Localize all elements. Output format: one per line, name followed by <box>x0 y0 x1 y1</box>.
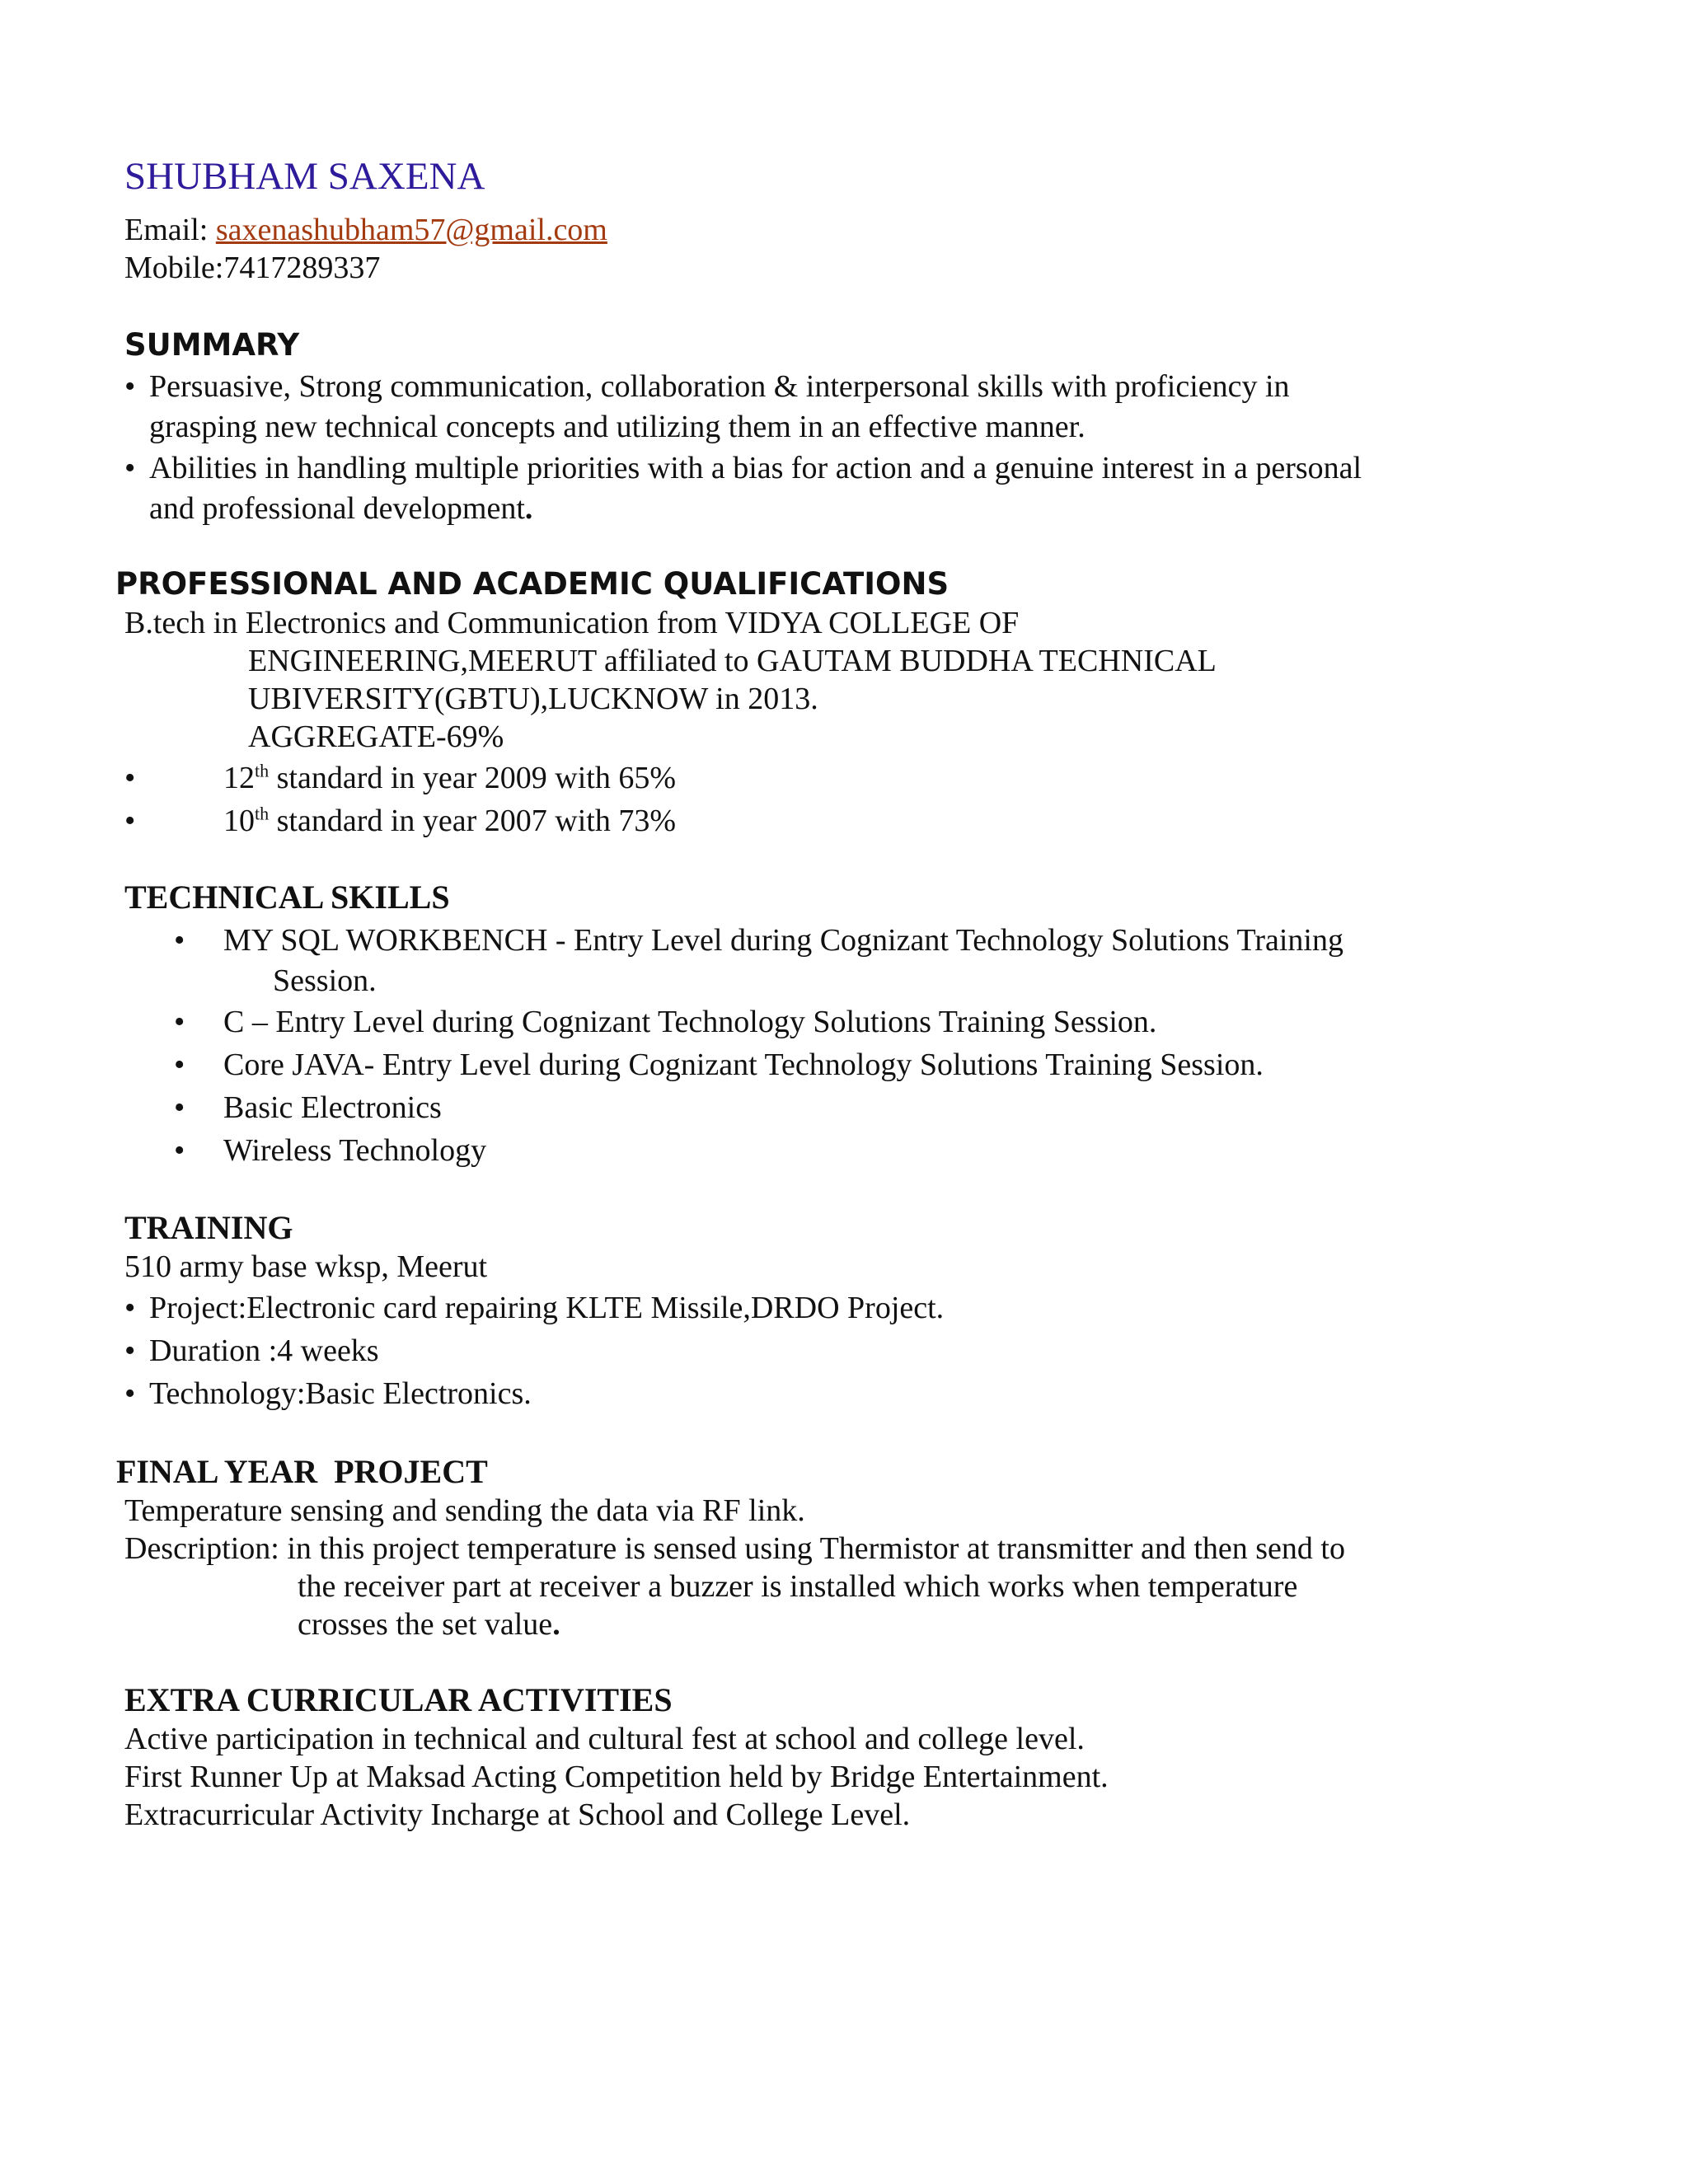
summary-item-1-line-1: Persuasive, Strong communication, collaboration & interpersonal skills with proficiency in <box>149 369 1290 404</box>
bullet-icon: • <box>174 1047 185 1082</box>
qualification-num: 12 <box>223 761 255 795</box>
bullet-icon: • <box>124 1291 136 1325</box>
section-title-training: TRAINING <box>124 1209 293 1246</box>
extra-item-3: Extracurricular Activity Incharge at School and College Level. <box>124 1797 911 1832</box>
degree-line-4: AGGREGATE-69% <box>248 719 504 754</box>
training-item-2: Duration :4 weeks <box>149 1333 379 1368</box>
mobile-line: Mobile:7417289337 <box>124 251 381 285</box>
qualification-text: standard in year 2007 with 73% <box>269 804 677 838</box>
training-place: 510 army base wksp, Meerut <box>124 1249 488 1284</box>
project-name: Temperature sensing and sending the data via RF link. <box>124 1493 805 1528</box>
email-link[interactable]: saxenashubham57@gmail.com <box>215 213 607 247</box>
skill-item-5: Wireless Technology <box>223 1133 487 1168</box>
training-item-1: Project:Electronic card repairing KLTE Missile,DRDO Project. <box>149 1291 945 1325</box>
skill-item-3: Core JAVA- Entry Level during Cognizant Technology Solutions Training Session. <box>223 1047 1264 1082</box>
bullet-icon: • <box>174 1005 185 1039</box>
qualification-sup: th <box>255 803 270 824</box>
summary-item-2-line-2 <box>149 490 532 527</box>
project-title-text: FINAL YEAR PROJECT <box>116 1453 488 1490</box>
qualification-num: 10 <box>223 804 255 838</box>
summary-item-2-line-1: Abilities in handling multiple priorities with a bias for action and a genuine interest in a personal <box>149 451 1362 485</box>
section-title-qualifications: PROFESSIONAL AND ACADEMIC QUALIFICATIONS <box>115 566 950 602</box>
qualification-sup: th <box>255 760 270 781</box>
project-desc-text: crosses the set value <box>298 1607 553 1642</box>
bullet-icon: • <box>174 1133 185 1168</box>
email-line <box>124 211 607 249</box>
section-title-project <box>116 1453 488 1491</box>
project-desc-line-3 <box>298 1605 560 1643</box>
qualification-item-12th <box>223 759 676 797</box>
bullet-icon: • <box>124 1333 136 1368</box>
bullet-icon: • <box>124 369 136 404</box>
extra-item-2: First Runner Up at Maksad Acting Competition held by Bridge Entertainment. <box>124 1760 1109 1794</box>
project-desc-line-2: the receiver part at receiver a buzzer is installed which works when temperature <box>298 1569 1298 1604</box>
section-title-summary: SUMMARY <box>124 327 300 363</box>
skill-item-1-line-1: MY SQL WORKBENCH - Entry Level during Cognizant Technology Solutions Training <box>223 923 1343 958</box>
summary-item-2-period: . <box>524 491 533 526</box>
extra-item-1: Active participation in technical and cultural fest at school and college level. <box>124 1722 1085 1756</box>
skill-item-2: C – Entry Level during Cognizant Technology Solutions Training Session. <box>223 1005 1157 1039</box>
email-label: Email: <box>124 213 216 247</box>
project-desc-line-1: Description: in this project temperature is sensed using Thermistor at transmitter and then send to <box>124 1531 1345 1566</box>
bullet-icon: • <box>124 804 136 838</box>
summary-item-1-line-2: grasping new technical concepts and utilizing them in an effective manner. <box>149 410 1085 444</box>
section-title-technical-skills: TECHNICAL SKILLS <box>124 879 450 916</box>
project-desc-period: . <box>552 1607 560 1642</box>
degree-line-1: B.tech in Electronics and Communication from VIDYA COLLEGE OF <box>124 606 1020 640</box>
skill-item-4: Basic Electronics <box>223 1090 442 1125</box>
degree-line-2: ENGINEERING,MEERUT affiliated to GAUTAM BUDDHA TECHNICAL <box>248 644 1217 678</box>
degree-line-3: UBIVERSITY(GBTU),LUCKNOW in 2013. <box>248 682 818 716</box>
bullet-icon: • <box>174 923 185 958</box>
bullet-icon: • <box>124 761 136 795</box>
bullet-icon: • <box>124 1376 136 1411</box>
bullet-icon: • <box>174 1090 185 1125</box>
bullet-icon: • <box>124 451 136 485</box>
training-item-3: Technology:Basic Electronics. <box>149 1376 532 1411</box>
qualification-text: standard in year 2009 with 65% <box>269 761 677 795</box>
section-title-extra-curricular: EXTRA CURRICULAR ACTIVITIES <box>124 1681 673 1718</box>
skill-item-1-line-2: Session. <box>273 963 377 998</box>
summary-item-2-text: and professional development <box>149 491 525 526</box>
qualification-item-10th <box>223 802 676 840</box>
candidate-name: SHUBHAM SAXENA <box>124 155 485 198</box>
